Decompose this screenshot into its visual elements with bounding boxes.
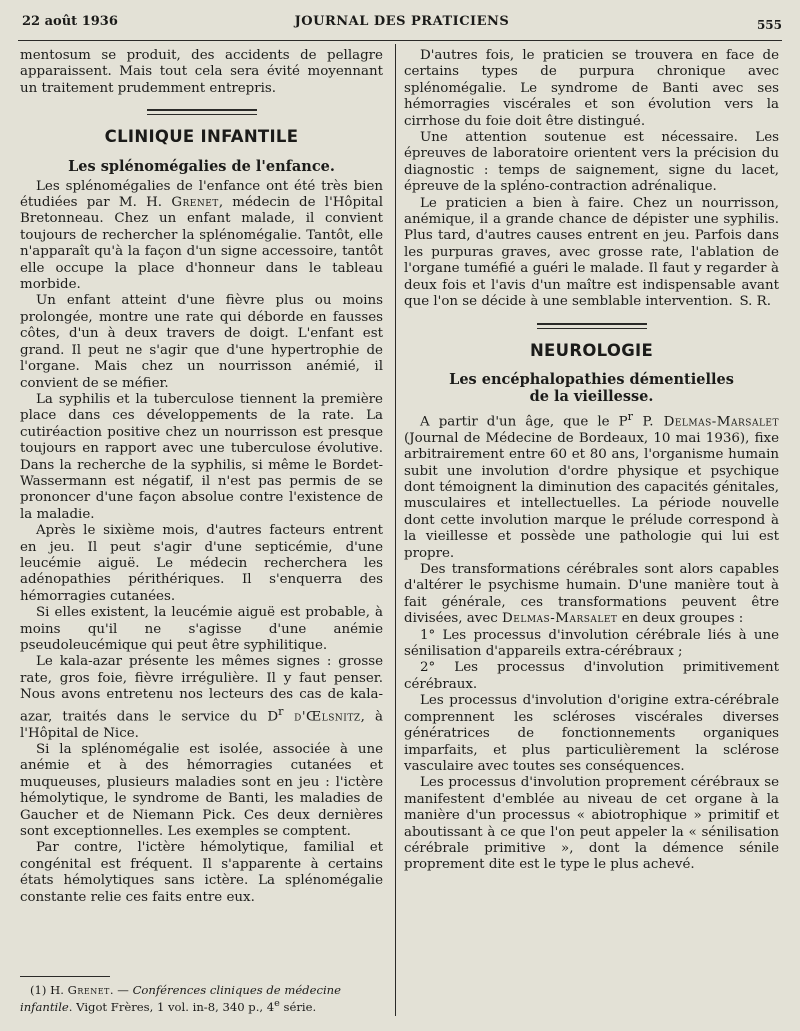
intro-paragraph: mentosum se produit, des accidents de pellagre apparaissent. Mais tout cela sera évité moyennant un traitement prudemment entrepris. <box>20 48 383 96</box>
section-rule <box>147 109 257 115</box>
issue-date: 22 août 1936 <box>22 14 118 29</box>
paragraph: Les processus d'involution proprement cérébraux se manifestent d'emblée au niveau de cet organe à la manière d'un processus « abiotrophique » primitif et aboutissant à ce que l'on peut appeler la « sénilisation cérébrale primitive », dont la démence sénile proprement dite est le type le plus achevé. <box>404 775 779 873</box>
paragraph: Le praticien a bien à faire. Chez un nourrisson, anémique, il a grande chance de dépister une syphilis. Plus tard, d'autres causes entrent en jeu. Parfois dans les purpuras graves, avec grosse rate, l'ablation de l'organe tuméfié a guéri le malade. Il faut y regarder à deux fois et l'avis d'un maître est indispensable avant que l'on se décide à une semblable intervention. S. R. <box>404 195 779 310</box>
author-name: Delmas-Marsalet <box>502 611 618 627</box>
column-divider <box>395 44 396 1016</box>
list-item: 2° Les processus d'involution primitivement cérébraux. <box>404 660 779 692</box>
paragraph: A partir d'un âge, que le $P^r$ P. Delmas-Marsalet (Journal de Médecine de Bordeaux, 10 mai 1936), fixe arbitrairement entre 60 et 80 ans, l'organisme humain subit une involution d'ordre physique et psychique dont témoignent la diminution des capacités génitales, musculaires et intellectuelles. La période nouvelle dont cette involution marque le prélude correspond à la vieillesse et possède une pathologie qui lui est propre. <box>404 409 780 561</box>
footnote-rule <box>20 976 110 977</box>
header-rule <box>18 40 782 41</box>
paragraph: Par contre, l'ictère hémolytique, familial et congénital est fréquent. Il s'apparente à certains états hémolytiques sans ictère. La splénomégalie constante relie ces faits entre eux. <box>20 840 383 905</box>
article-title-splenomegalies: Les splénomégalies de l'enfance. <box>68 157 335 175</box>
section-title-neurologie: NEUROLOGIE <box>529 340 654 360</box>
section-rule <box>537 323 647 329</box>
page-header <box>22 14 782 36</box>
paragraph: Des transformations cérébrales sont alors capables d'altérer le psychisme humain. D'une manière tout à fait générale, ces transformations peuvent être divisées, avec Delmas-Marsalet en deux groupes : <box>404 562 779 627</box>
list-item: 1° Les processus d'involution cérébrale liés à une sénilisation d'appareils extra-cérébraux ; <box>404 627 779 660</box>
paragraph: Un enfant atteint d'une fièvre plus ou moins prolongée, montre une rate qui déborde en fausses côtes, d'un à deux travers de doigt. L'enfant est grand. Il peut ne s'agir que d'une hypertrophie de l'organe. Mais chez un nourrisson anémié, il convient de se méfier. <box>20 293 383 391</box>
journal-title: JOURNAL DES PRATICIENS <box>294 14 510 29</box>
author-name: P. Delmas-Marsalet <box>632 414 780 430</box>
left-column <box>20 48 383 906</box>
paragraph: Les splénomégalies de l'enfance ont été très bien étudiées par M. H. Grenet, médecin de l'Hôpital Bretonneau. Chez un enfant malade, il convient toujours de rechercher la splénomégalie. Tantôt, elle n'apparaît qu'à la façon d'un signe accessoire, tantôt elle occupe la place d'honneur dans le tableau morbide. <box>20 178 383 293</box>
doctor-name: d'Œlsnitz <box>283 709 361 725</box>
paragraph: Après le sixième mois, d'autres facteurs entrent en jeu. Il peut s'agir d'une septicémie, d'une leucémie aiguë. Le médecin recherchera les adénopathies périthériques. Il s'enquerra des hémorragies cutanées. <box>20 523 383 604</box>
author-name: Grenet <box>171 195 219 211</box>
paragraph: La syphilis et la tuberculose tiennent la première place dans ces développements de la rate. La cutiréaction positive chez un nourrisson est presque toujours en rapport avec une tuberculose évolutive. Dans la recherche de la syphilis, si même le Bordet-Wassermann est négatif, il n'est pas permis de se prononcer d'une façon absolue contre l'existence de la maladie. <box>20 391 383 522</box>
article-title-encephalopathies: Les encéphalopathies démentielles de la vieillesse. <box>449 370 734 405</box>
signature: S. R. <box>739 294 771 310</box>
section-title-clinique-infantile: CLINIQUE INFANTILE <box>104 127 299 147</box>
paragraph: Si elles existent, la leucémie aiguë est probable, à moins qu'il ne s'agisse d'une anémie pseudoleucémique qui peut être syphilitique. <box>20 605 383 653</box>
paragraph: Une attention soutenue est nécessaire. Les épreuves de laboratoire orientent vers la précision du diagnostic : temps de saignement, signe du lacet, épreuve de la spléno-contraction adrénalique. <box>404 130 779 195</box>
paragraph: Si la splénomégalie est isolée, associée à une anémie et à des hémorragies cutanées et muqueuses, plusieurs maladies sont en jeu : l'ictère hémolytique, le syndrome de Banti, les maladies de Gaucher et de Niemann Pick. Ces deux dernières sont exceptionnelles. Les exemples se comptent. <box>20 741 383 839</box>
page-number: 555 <box>756 18 782 32</box>
right-column <box>404 48 779 874</box>
footnote <box>20 976 383 1014</box>
paragraph: D'autres fois, le praticien se trouvera en face de certains types de purpura chronique avec splénomégalie. Le syndrome de Banti avec ses hémorragies viscérales et son évolution vers la cirrhose du foie doit être distingué. <box>404 48 779 129</box>
paragraph: Les processus d'involution d'origine extra-cérébrale comprennent les scléroses viscérales diverses génératrices de fonctionnements organiques imparfaits, et plus particulièrement la sclérose vasculaire avec toutes ses conséquences. <box>404 693 779 774</box>
footnote-text: (1) H. Grenet. — Conférences cliniques de médecine infantile. Vigot Frères, 1 vol. in-8, 340 p., 4e série. <box>20 983 341 1014</box>
paragraph: Le kala-azar présente les mêmes signes : grosse rate, gros foie, fièvre irrégulière. Il y faut penser. Nous avons entretenu nos lecteurs des cas de kala-azar, traités dans le service du $D^r$ d'Œlsnitz, à l'Hôpital de Nice. <box>20 654 383 741</box>
